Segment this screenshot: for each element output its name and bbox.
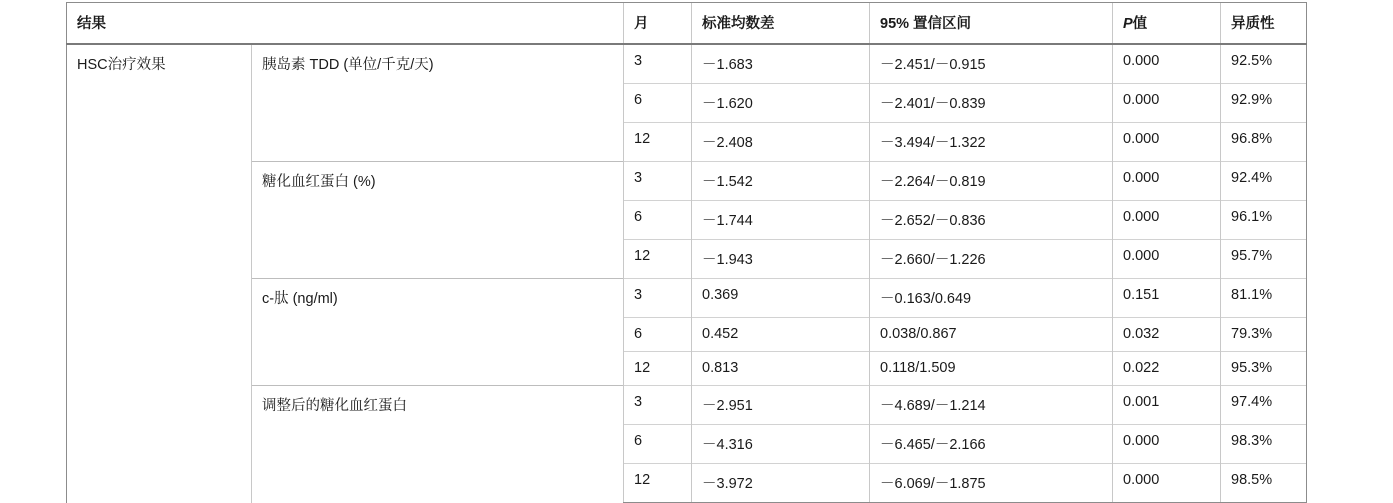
ci-cell: －6.069/－1.875 [870,464,1113,503]
column-header-outcome: 结果 [67,3,624,45]
month-cell: 3 [624,386,692,425]
month-cell: 12 [624,240,692,279]
month-cell: 12 [624,464,692,503]
column-header-ci: 95% 置信区间 [870,3,1113,45]
smd-cell: －1.542 [692,162,870,201]
pvalue-italic-p: P [1123,16,1133,32]
ci-cell: －0.163/0.649 [870,279,1113,318]
ci-cell: －3.494/－1.322 [870,123,1113,162]
column-header-month: 月 [624,3,692,45]
ci-cell: －2.264/－0.819 [870,162,1113,201]
column-header-smd: 标准均数差 [692,3,870,45]
ci-cell: －4.689/－1.214 [870,386,1113,425]
heterogeneity-cell: 79.3% [1221,318,1307,352]
table-body [67,44,1307,503]
smd-cell: －1.683 [692,44,870,84]
month-cell: 6 [624,318,692,352]
smd-cell: 0.452 [692,318,870,352]
pvalue-cell: 0.000 [1113,84,1221,123]
month-cell: 3 [624,162,692,201]
metric-name-cell: 糖化血红蛋白 (%) [252,162,624,279]
smd-cell: －3.972 [692,464,870,503]
month-cell: 12 [624,123,692,162]
metric-name-cell: 调整后的糖化血红蛋白 [252,386,624,503]
pvalue-cell: 0.000 [1113,162,1221,201]
table-header-row [67,3,1307,45]
column-header-pvalue [1113,3,1221,45]
pvalue-cell: 0.000 [1113,425,1221,464]
metric-name-cell: 胰岛素 TDD (单位/千克/天) [252,44,624,162]
month-cell: 12 [624,352,692,386]
table-row [67,44,1307,84]
smd-cell: －4.316 [692,425,870,464]
heterogeneity-cell: 98.3% [1221,425,1307,464]
smd-cell: －2.408 [692,123,870,162]
ci-cell: －2.660/－1.226 [870,240,1113,279]
month-cell: 6 [624,425,692,464]
heterogeneity-cell: 92.9% [1221,84,1307,123]
pvalue-cell: 0.000 [1113,201,1221,240]
ci-cell: －2.652/－0.836 [870,201,1113,240]
column-header-heterogeneity: 异质性 [1221,3,1307,45]
pvalue-cell: 0.000 [1113,44,1221,84]
pvalue-cell: 0.001 [1113,386,1221,425]
pvalue-cell: 0.022 [1113,352,1221,386]
metric-name-cell: c-肽 (ng/ml) [252,279,624,386]
results-table-container [66,2,1306,503]
heterogeneity-cell: 98.5% [1221,464,1307,503]
smd-cell: 0.813 [692,352,870,386]
smd-cell: －2.951 [692,386,870,425]
heterogeneity-cell: 92.4% [1221,162,1307,201]
pvalue-cell: 0.032 [1113,318,1221,352]
table-row [67,162,1307,201]
heterogeneity-cell: 97.4% [1221,386,1307,425]
month-cell: 6 [624,201,692,240]
pvalue-cell: 0.151 [1113,279,1221,318]
smd-cell: 0.369 [692,279,870,318]
heterogeneity-cell: 81.1% [1221,279,1307,318]
pvalue-suffix: 值 [1132,16,1148,32]
heterogeneity-cell: 92.5% [1221,44,1307,84]
month-cell: 3 [624,44,692,84]
smd-cell: －1.744 [692,201,870,240]
ci-cell: －2.401/－0.839 [870,84,1113,123]
heterogeneity-cell: 95.3% [1221,352,1307,386]
ci-cell: －6.465/－2.166 [870,425,1113,464]
table-row [67,279,1307,318]
smd-cell: －1.620 [692,84,870,123]
heterogeneity-cell: 96.1% [1221,201,1307,240]
ci-cell: 0.038/0.867 [870,318,1113,352]
month-cell: 3 [624,279,692,318]
month-cell: 6 [624,84,692,123]
ci-cell: －2.451/－0.915 [870,44,1113,84]
results-table [66,2,1307,503]
pvalue-cell: 0.000 [1113,123,1221,162]
heterogeneity-cell: 96.8% [1221,123,1307,162]
table-header [67,3,1307,45]
table-row [67,386,1307,425]
pvalue-cell: 0.000 [1113,464,1221,503]
pvalue-cell: 0.000 [1113,240,1221,279]
smd-cell: －1.943 [692,240,870,279]
group-label-cell: HSC治疗效果 [67,44,252,503]
ci-cell: 0.118/1.509 [870,352,1113,386]
heterogeneity-cell: 95.7% [1221,240,1307,279]
